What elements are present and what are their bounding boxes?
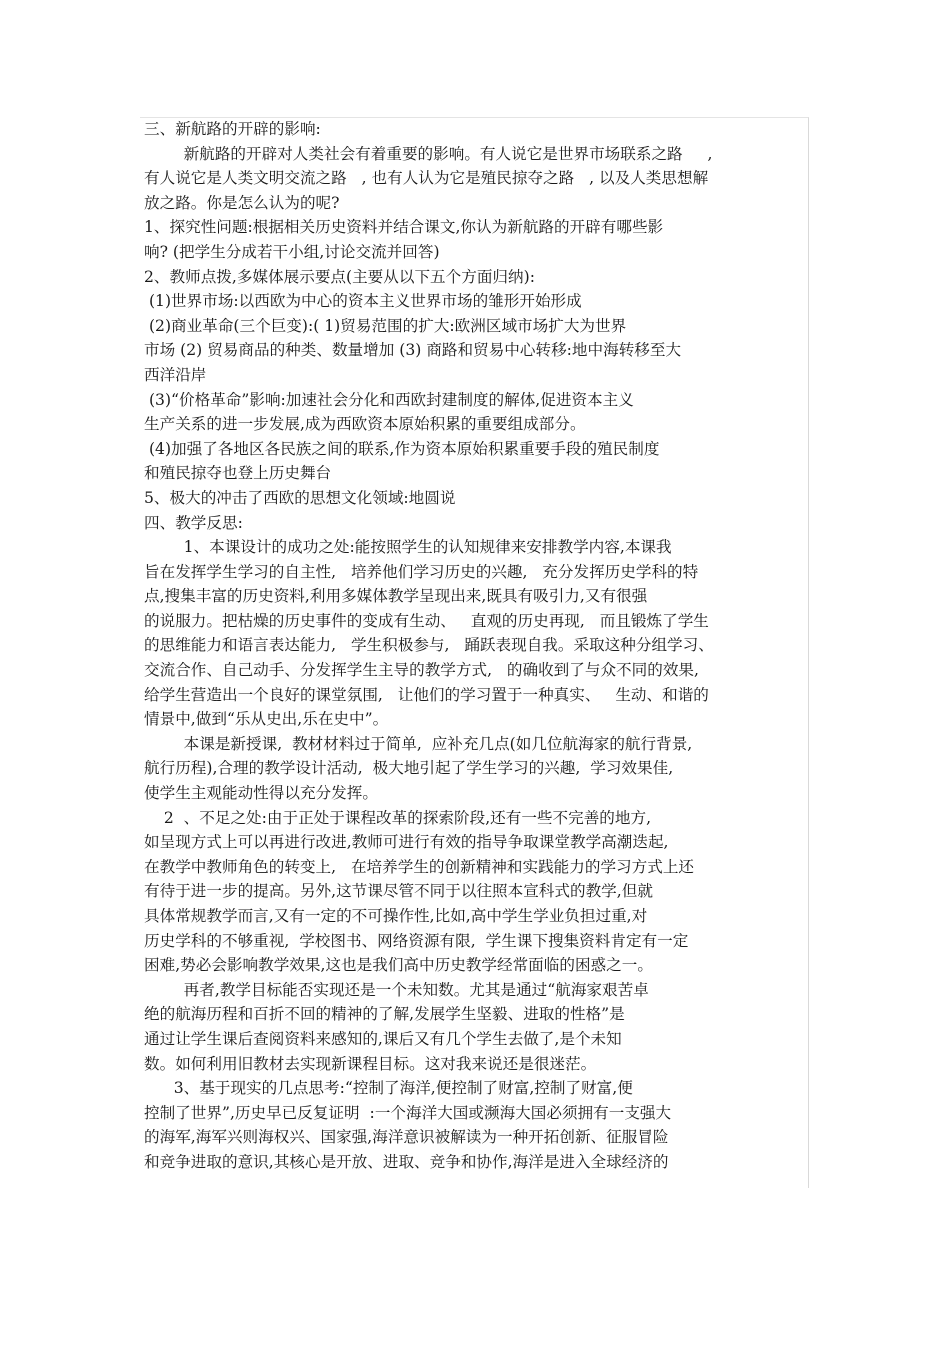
text-line: 点,搜集丰富的历史资料,利用多媒体教学呈现出来,既具有吸引力,又有很强 xyxy=(144,587,648,606)
text-line: 的思维能力和语言表达能力, 学生积极参与, 踊跃表现自我。采取这种分组学习、 xyxy=(144,636,714,655)
text-line: 再者,教学目标能否实现还是一个未知数。尤其是通过“航海家艰苦卓 xyxy=(144,980,649,999)
text-line: 在教学中教师角色的转变上, 在培养学生的创新精神和实践能力的学习方式上还 xyxy=(144,857,695,876)
text-line: 给学生营造出一个良好的课堂氛围, 让他们的学习置于一种真实、 生动、和谐的 xyxy=(144,685,709,704)
text-line: 新航路的开辟对人类社会有着重要的影响。有人说它是世界市场联系之路 , xyxy=(144,144,713,163)
text-line: (3)“价格革命”影响:加速社会分化和西欧封建制度的解体,促进资本主义 xyxy=(144,390,634,409)
text-line: 有人说它是人类文明交流之路 , 也有人认为它是殖民掠夺之路 , 以及人类思想解 xyxy=(144,169,709,188)
text-line: 具体常规教学而言,又有一定的不可操作性,比如,高中学生学业负担过重,对 xyxy=(144,907,648,925)
text-line: 5、极大的冲击了西欧的思想文化领域:地圆说 xyxy=(144,488,456,507)
text-line: 2 、不足之处:由于正处于课程改革的探索阶段,还有一些不完善的地方, xyxy=(144,808,652,827)
text-line: 通过让学生课后查阅资料来感知的,课后又有几个学生去做了,是个未知 xyxy=(144,1029,622,1048)
text-line: 2、教师点拨,多媒体展示要点(主要从以下五个方面归纳): xyxy=(144,267,535,286)
text-line: 和殖民掠夺也登上历史舞台 xyxy=(144,464,332,483)
text-line: 生产关系的进一步发展,成为西欧资本原始积累的重要组成部分。 xyxy=(144,415,586,434)
text-line: 的海军,海军兴则海权兴、国家强,海洋意识被解读为一种开拓创新、征服冒险 xyxy=(144,1128,669,1147)
text-line: 控制了世界”,历史早已反复证明 :一个海洋大国或濒海大国必须拥有一支强大 xyxy=(144,1103,672,1122)
text-line: 3、基于现实的几点思考:“控制了海洋,便控制了财富,控制了财富,便 xyxy=(144,1079,633,1098)
text-line: (1)世界市场:以西欧为中心的资本主义世界市场的雏形开始形成 xyxy=(144,292,582,311)
text-line: 的说服力。把枯燥的历史事件的变成有生动、 直观的历史再现, 而且锻炼了学生 xyxy=(144,611,709,630)
text-line: 交流合作、自己动手、分发挥学生主导的教学方式, 的确收到了与众不同的效果, xyxy=(144,661,699,680)
text-line: 情景中,做到“乐从史出,乐在史中”。 xyxy=(144,710,389,729)
text-line: 1、本课设计的成功之处:能按照学生的认知规律来安排教学内容,本课我 xyxy=(144,538,672,557)
text-line: 旨在发挥学生学习的自主性, 培养他们学习历史的兴趣, 充分发挥历史学科的特 xyxy=(144,562,699,581)
text-line: 有待于进一步的提高。另外,这节课尽管不同于以往照本宣科式的教学,但就 xyxy=(144,882,653,901)
text-line: (4)加强了各地区各民族之间的联系,作为资本原始积累重要手段的殖民制度 xyxy=(144,439,660,458)
text-line: 放之路。你是怎么认为的呢? xyxy=(144,193,340,212)
text-line: 航行历程),合理的教学设计活动, 极大地引起了学生学习的兴趣, 学习效果佳, xyxy=(144,759,674,778)
text-line: 困难,势必会影响教学效果,这也是我们高中历史教学经常面临的困惑之一。 xyxy=(144,956,653,975)
document-body xyxy=(144,117,808,1175)
text-line: 数。如何利用旧教材去实现新课程目标。这对我来说还是很迷茫。 xyxy=(144,1054,597,1073)
text-line: 使学生主观能动性得以充分发挥。 xyxy=(144,784,378,803)
text-line: 本课是新授课, 教材材料过于简单, 应补充几点(如几位航海家的航行背景, xyxy=(144,734,693,753)
text-line: 和竞争进取的意识,其核心是开放、进取、竞争和协作,海洋是进入全球经济的 xyxy=(144,1152,669,1171)
text-line: (2)商业革命(三个巨变):( 1)贸易范围的扩大:欧洲区域市场扩大为世界 xyxy=(144,316,627,335)
text-line: 绝的航海历程和百折不回的精神的了解,发展学生坚毅、进取的性格”是 xyxy=(144,1005,625,1024)
text-line: 历史学科的不够重视, 学校图书、网络资源有限, 学生课下搜集资料肯定有一定 xyxy=(144,931,689,950)
text-line: 三、新航路的开辟的影响: xyxy=(144,120,321,138)
text-line: 如呈现方式上可以再进行改进,教师可进行有效的指导争取课堂教学高潮迭起, xyxy=(144,833,669,852)
text-line: 响? (把学生分成若干小组,讨论交流并回答) xyxy=(144,242,440,261)
text-line: 四、教学反思: xyxy=(144,513,243,532)
text-line: 市场 (2) 贸易商品的种类、数量增加 (3) 商路和贸易中心转移:地中海转移至大 xyxy=(144,341,682,360)
text-line: 1、探究性问题:根据相关历史资料并结合课文,你认为新航路的开辟有哪些影 xyxy=(144,218,664,237)
text-line: 西洋沿岸 xyxy=(144,365,207,384)
